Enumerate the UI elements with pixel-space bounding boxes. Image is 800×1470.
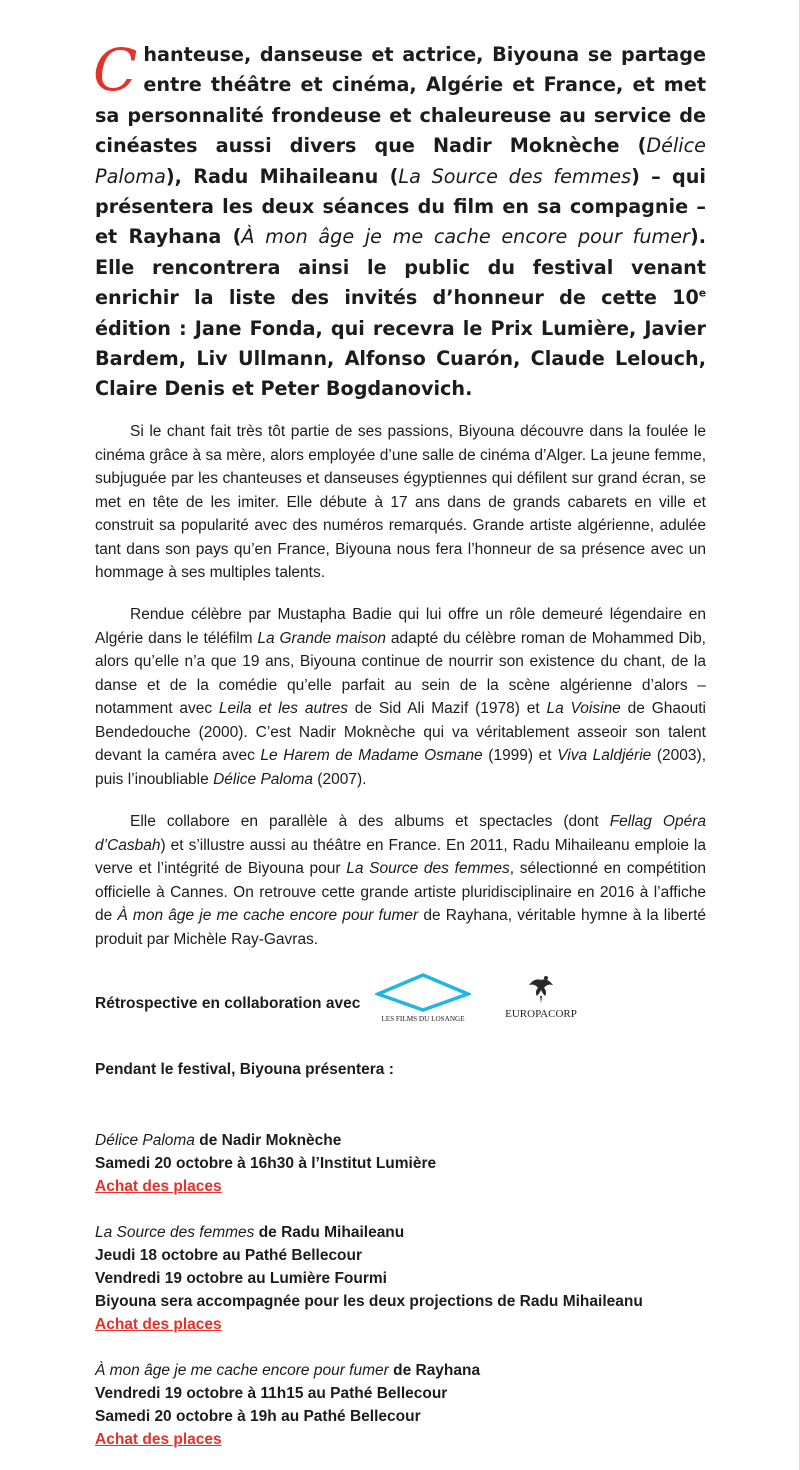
dropcap-letter: C: [93, 36, 138, 104]
les-films-du-losange-logo: [375, 972, 471, 1024]
screening-director: de Rayhana: [388, 1362, 481, 1379]
p3-text-c: , sélectionné en compétition officielle à Cannes. On retrouve cette grande artiste pluridisciplinaire en 2016 à l’affiche de: [95, 860, 706, 924]
europacorp-logo: [496, 972, 586, 1024]
screening-film-title: Délice Paloma: [95, 1132, 195, 1149]
lead-text-1: hanteuse, danseuse et actrice, Biyouna se partage entre théâtre et cinéma, Algérie et France, et met sa personnalité frondeuse et chaleureuse au service de cinéastes aussi divers que Nadir Moknèche (: [95, 43, 706, 158]
lead-text-3: ) – qui présentera les deux séances du film en sa compagnie – et Rayhana (: [95, 164, 707, 249]
lead-superscript: e: [698, 287, 706, 300]
screening-date: Samedi 20 octobre à 19h au Pathé Bellecour: [95, 1408, 421, 1425]
p3-text-b: ) et s’illustre aussi au théâtre en France. En 2011, Radu Mihaileanu emploie la verve et l’intégrité de Biyouna pour: [95, 836, 706, 877]
body-paragraph-3: [95, 810, 706, 951]
program-heading: Pendant le festival, Biyouna présentera :: [95, 1061, 394, 1078]
p2-film-d: Le Harem de Madame Osmane: [260, 747, 483, 764]
screening-la-source-des-femmes: [95, 1221, 643, 1336]
lead-film-a-mon-age: À mon âge je me cache encore pour fumer: [241, 225, 690, 249]
p2-film-b: Leila et les autres: [218, 700, 348, 717]
buy-tickets-link[interactable]: Achat des places: [95, 1316, 222, 1333]
p2-text-e: (1999) et: [482, 747, 558, 764]
screening-film-title: À mon âge je me cache encore pour fumer: [95, 1362, 389, 1379]
p2-film-f: Délice Paloma: [213, 770, 313, 788]
screening-date: Samedi 20 octobre à 16h30 à l’Institut Lumière: [95, 1155, 437, 1172]
europacorp-bird-emblem: [529, 976, 553, 1003]
losange-diamond-shape: [378, 975, 468, 1010]
p3-text-d: de Rayhana, véritable hymne à la liberté produit par Michèle Ray-Gavras.: [95, 907, 706, 948]
p2-text-a: Rendue célèbre par Mustapha Badie qui lui offre un rôle demeuré légendaire en Algérie dans le téléfilm: [95, 606, 706, 647]
p3-film-a: Fellag Opéra d’Casbah: [95, 813, 706, 854]
p3-text-a: Elle collabore en parallèle à des albums et spectacles (dont: [130, 813, 610, 830]
screening-title-line: [95, 1359, 480, 1382]
p3-film-c: À mon âge je me cache encore pour fumer: [117, 907, 419, 924]
lead-text-2: ), Radu Mihaileanu (: [165, 164, 399, 188]
screening-delice-paloma: [95, 1129, 436, 1198]
losange-logo-text: LES FILMS DU LOSANGE: [381, 1015, 465, 1023]
p2-text-b: adapté du célèbre roman de Mohammed Dib, alors qu’elle n’a que 19 ans, Biyouna continue de nourrir son existence du chant, de la danse et de la comédie qu’elle parfait au sein de la scène algérienne d’alors – notamment avec: [95, 629, 706, 717]
screening-title-line: [95, 1129, 436, 1152]
buy-tickets-link[interactable]: Achat des places: [95, 1431, 222, 1448]
paragraph-1-text: Si le chant fait très tôt partie de ses passions, Biyouna découvre dans la foulée le cinéma grâce à sa mère, alors employée d’une salle de cinéma d’Alger. La jeune femme, subjuguée par les chanteuses et danseuses égyptiennes qui défilent sur grand écran, se met en tête de les imiter. Elle débute à 17 ans dans de grands cabarets en ville et construit sa popularité avec des numéros remarqués. Grande artiste algérienne, adulée tant dans son pays qu’en France, Biyouna nous fera l’honneur de sa présence avec un hommage à ses multiples talents.: [95, 423, 706, 581]
lead-text-4: ). Elle rencontrera ainsi le public du festival venant enrichir la liste des invités d’honneur de cette 10: [95, 225, 706, 310]
p3-film-b: La Source des femmes: [346, 860, 510, 877]
screening-date: Vendredi 19 octobre à 11h15 au Pathé Bellecour: [95, 1385, 448, 1402]
screening-date: Jeudi 18 octobre au Pathé Bellecour: [95, 1247, 363, 1264]
lead-text-5: édition : Jane Fonda, qui recevra le Prix Lumière, Javier Bardem, Liv Ullmann, Alfonso Cuarón, Claude Lelouch, Claire Denis et Peter Bogdanovich.: [95, 316, 706, 401]
body-paragraph-2: [95, 603, 706, 791]
screening-film-title: La Source des femmes: [95, 1224, 255, 1241]
p2-text-c: de Sid Ali Mazif (1978) et: [347, 700, 547, 717]
lead-film-delice-paloma: Délice Paloma: [95, 134, 706, 188]
p2-film-e: Viva Laldjérie: [557, 747, 652, 764]
europacorp-logo-text: EUROPACORP: [505, 1008, 577, 1020]
lead-film-source-des-femmes: La Source des femmes: [398, 164, 632, 188]
collaboration-label: Rétrospective en collaboration avec: [95, 995, 361, 1012]
p2-text-d: de Ghaouti Bendedouche (2000). C’est Nadir Moknèche qui va véritablement asseoir son talent devant la caméra avec: [95, 700, 706, 764]
screening-director: de Nadir Moknèche: [194, 1132, 342, 1149]
screening-director: de Radu Mihaileanu: [254, 1224, 405, 1241]
body-paragraph-1: [95, 420, 706, 585]
lead-paragraph: [93, 36, 707, 405]
buy-tickets-link[interactable]: Achat des places: [95, 1178, 222, 1195]
screening-note: Biyouna sera accompagnée pour les deux projections de Radu Mihaileanu: [95, 1293, 643, 1310]
screening-date: Vendredi 19 octobre au Lumière Fourmi: [95, 1270, 387, 1287]
p2-text-g: (2007).: [313, 770, 367, 788]
screening-title-line: [95, 1221, 643, 1244]
p2-film-c: La Voisine: [546, 700, 621, 717]
screening-a-mon-age: [95, 1359, 480, 1451]
p2-text-f: (2003), puis l’inoubliable: [95, 747, 707, 788]
p2-film-a: La Grande maison: [257, 629, 387, 647]
